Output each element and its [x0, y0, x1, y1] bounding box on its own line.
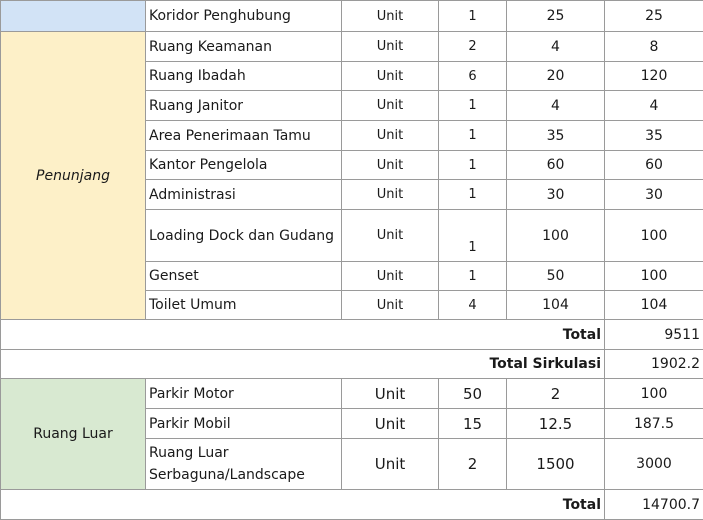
qty-cell: 1 [439, 262, 507, 291]
category-cell-penunjang: Penunjang [1, 32, 146, 320]
qty-cell: 1 [439, 121, 507, 151]
unit-cell: Unit [342, 32, 439, 62]
unit-cell: Unit [342, 291, 439, 320]
unit-cell: Unit [342, 91, 439, 121]
total-cell: 100 [605, 379, 703, 409]
total-cell: 100 [605, 210, 703, 262]
grand-total-value: 14700.7 [605, 490, 703, 520]
unit-cell: Unit [342, 409, 439, 439]
unit-cell: Unit [342, 210, 439, 262]
total-cell: 120 [605, 62, 703, 91]
room-name: Parkir Motor [146, 379, 342, 409]
area-cell: 4 [507, 91, 605, 121]
area-cell: 4 [507, 32, 605, 62]
table-row [1, 379, 703, 409]
table-row [1, 32, 703, 62]
total-cell: 104 [605, 291, 703, 320]
area-cell: 100 [507, 210, 605, 262]
area-cell: 12.5 [507, 409, 605, 439]
qty-cell: 1 [439, 91, 507, 121]
total-cell: 8 [605, 32, 703, 62]
qty-cell: 2 [439, 439, 507, 490]
total-cell: 3000 [605, 439, 703, 490]
total-value: 9511 [605, 320, 703, 350]
unit-cell: Unit [342, 262, 439, 291]
qty-cell: 4 [439, 291, 507, 320]
unit-cell: Unit [342, 1, 439, 32]
room-name: Ruang Luar Serbaguna/Landscape [146, 439, 342, 490]
area-cell: 60 [507, 151, 605, 180]
room-name: Ruang Ibadah [146, 62, 342, 91]
area-cell: 20 [507, 62, 605, 91]
subtotal-row [1, 320, 703, 350]
category-cell-ruang-luar: Ruang Luar [1, 379, 146, 490]
total-cell: 60 [605, 151, 703, 180]
qty-cell: 1 [439, 180, 507, 210]
total-cell: 187.5 [605, 409, 703, 439]
sirkulasi-row [1, 350, 703, 379]
room-name: Area Penerimaan Tamu [146, 121, 342, 151]
total-cell: 100 [605, 262, 703, 291]
unit-cell: Unit [342, 62, 439, 91]
qty-cell: 50 [439, 379, 507, 409]
table-row [1, 1, 703, 32]
sirkulasi-label: Total Sirkulasi [1, 350, 605, 379]
room-name: Ruang Janitor [146, 91, 342, 121]
grand-total-row [1, 490, 703, 520]
area-cell: 35 [507, 121, 605, 151]
total-cell: 35 [605, 121, 703, 151]
total-cell: 25 [605, 1, 703, 32]
unit-cell: Unit [342, 379, 439, 409]
unit-cell: Unit [342, 439, 439, 490]
total-cell: 4 [605, 91, 703, 121]
qty-cell: 1 [439, 210, 507, 262]
unit-cell: Unit [342, 180, 439, 210]
qty-cell: 6 [439, 62, 507, 91]
qty-cell: 2 [439, 32, 507, 62]
category-cell-blue [1, 1, 146, 32]
room-name: Genset [146, 262, 342, 291]
sirkulasi-value: 1902.2 [605, 350, 703, 379]
total-cell: 30 [605, 180, 703, 210]
room-name: Toilet Umum [146, 291, 342, 320]
area-cell: 50 [507, 262, 605, 291]
qty-cell: 1 [439, 1, 507, 32]
room-name: Parkir Mobil [146, 409, 342, 439]
grand-total-label: Total [1, 490, 605, 520]
qty-cell: 1 [439, 151, 507, 180]
unit-cell: Unit [342, 151, 439, 180]
room-name: Administrasi [146, 180, 342, 210]
room-name: Ruang Keamanan [146, 32, 342, 62]
area-cell: 30 [507, 180, 605, 210]
unit-cell: Unit [342, 121, 439, 151]
room-name: Loading Dock dan Gudang [146, 210, 342, 262]
qty-cell: 15 [439, 409, 507, 439]
total-label: Total [1, 320, 605, 350]
area-cell: 104 [507, 291, 605, 320]
area-cell: 1500 [507, 439, 605, 490]
area-cell: 2 [507, 379, 605, 409]
room-name: Kantor Pengelola [146, 151, 342, 180]
room-name: Koridor Penghubung [146, 1, 342, 32]
area-cell: 25 [507, 1, 605, 32]
